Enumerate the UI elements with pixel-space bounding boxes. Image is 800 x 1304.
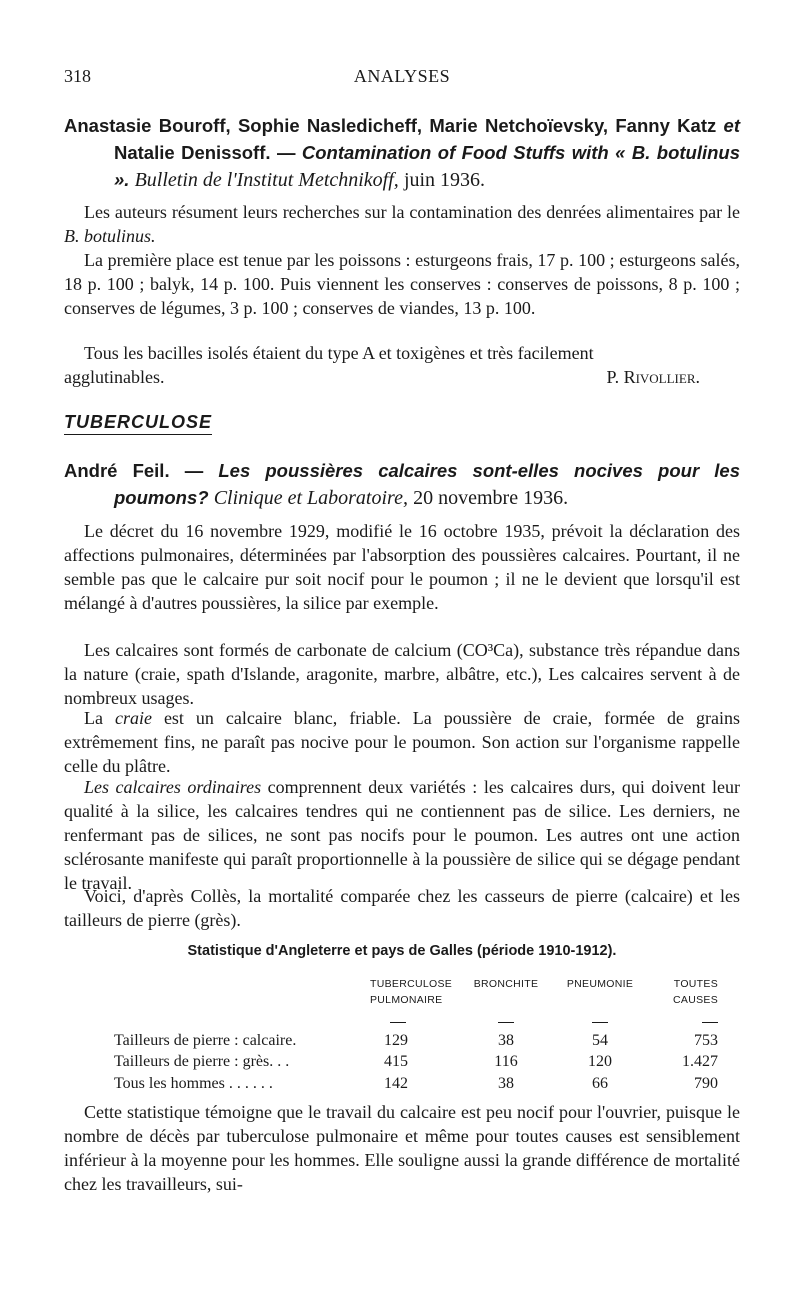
col-header-line2: PULMONAIRE bbox=[370, 994, 443, 1006]
cell-toutes-causes: 790 bbox=[694, 1074, 718, 1092]
table-row bbox=[106, 1051, 726, 1073]
abstract2-p3-term: craie bbox=[114, 708, 152, 728]
cell-toutes-causes: 1.427 bbox=[682, 1053, 718, 1070]
abstract2-p4-rest: comprennent deux variétés : les calcaires durs, qui doivent leur qualité à la silice, les calcaires tendres qui ne contiennent pas de silice. Les derniers, ne renfermant pas de silices, ne sont pas nocifs pour le poumon. Les autres ont une action sclérosante manifeste qui paraît proportionnelle à la poussière de silice qui se dégage pendant le travail. bbox=[64, 777, 741, 893]
running-head bbox=[64, 66, 740, 90]
reference-bouroff bbox=[64, 112, 740, 194]
ref2-author: André Feil. bbox=[64, 460, 170, 481]
abstract2-paragraph-2: Les calcaires sont formés de carbonate de calcium (CO³Ca), substance très répandue dans la nature (craie, spath d'Islande, aragonite, marbre, albâtre, etc.), Les calcaires servent à de nombreux usages. bbox=[64, 640, 740, 708]
ref1-dash: — bbox=[276, 142, 296, 163]
col-header-toutes-causes bbox=[650, 976, 726, 1008]
running-title: ANALYSES bbox=[353, 66, 451, 86]
cell-tuberculose: 129 bbox=[384, 1031, 408, 1049]
abstract2-paragraph-3 bbox=[64, 706, 740, 778]
cell-toutes-causes: 753 bbox=[694, 1031, 718, 1049]
table-header-blank bbox=[106, 976, 362, 1008]
cell-bronchite: 116 bbox=[494, 1053, 518, 1070]
col-header-bronchite bbox=[462, 976, 550, 1008]
ref1-date: juin 1936. bbox=[403, 169, 486, 191]
signature: P. Rivollier. bbox=[606, 367, 700, 387]
section-title: TUBERCULOSE bbox=[64, 412, 212, 435]
ref1-author-last: Natalie Denissoff. bbox=[114, 142, 271, 163]
abstract2-paragraph-5: Voici, d'après Collès, la mortalité comparée chez les casseurs de pierre (calcaire) et les tailleurs de pierre (grès). bbox=[64, 886, 740, 930]
dash-cell bbox=[462, 1008, 550, 1030]
ref2-journal: Clinique et Laboratoire, bbox=[213, 487, 408, 509]
table-row bbox=[106, 1030, 726, 1052]
table-row bbox=[106, 1073, 726, 1095]
ref1-et: et bbox=[723, 115, 740, 136]
table-title: Statistique d'Angleterre et pays de Galles (période 1910-1912). bbox=[187, 943, 617, 959]
cell-pneumonie: 66 bbox=[592, 1074, 608, 1092]
abstract1-p1-text: Les auteurs résument leurs recherches sur la contamination des denrées alimentaires par le bbox=[84, 202, 740, 222]
ref2-date: 20 novembre 1936. bbox=[413, 487, 569, 509]
mortality-table bbox=[106, 976, 726, 1094]
col-header-pneumonie bbox=[550, 976, 650, 1008]
cell-pneumonie: 120 bbox=[588, 1053, 612, 1070]
dash-cell bbox=[362, 1008, 462, 1030]
dash-mark bbox=[390, 1022, 406, 1023]
ref2-title: Les poussières calcaires sont-elles nocives pour les poumons? bbox=[114, 460, 741, 508]
page-number: 318 bbox=[64, 66, 91, 86]
reference-feil bbox=[64, 457, 740, 512]
dash-mark bbox=[592, 1022, 608, 1023]
row-label: Tous les hommes . . . . . . bbox=[114, 1074, 273, 1092]
ref1-journal: Bulletin de l'Institut Metchnikoff, bbox=[134, 169, 399, 191]
abstract2-paragraph-6: Cette statistique témoigne que le travail du calcaire est peu nocif pour l'ouvrier, puisque le nombre de décès par tuberculose pulmonaire et même pour toutes causes est sensiblement inférieur à la moyenne pour les hommes. Elle souligne aussi la grande différence de mortalité chez les travailleurs, sui- bbox=[64, 1102, 740, 1194]
cell-tuberculose: 415 bbox=[384, 1053, 408, 1070]
col-header-line1: BRONCHITE bbox=[473, 978, 539, 990]
cell-tuberculose: 142 bbox=[384, 1074, 408, 1092]
col-header-line1: TOUTES bbox=[673, 978, 718, 990]
abstract2-p4-term: Les calcaires ordinaires bbox=[84, 777, 262, 797]
dash-mark bbox=[498, 1022, 514, 1023]
abstract1-paragraph-2: La première place est tenue par les poissons : esturgeons frais, 17 p. 100 ; esturgeons salés, 18 p. 100 ; balyk, 14 p. 100. Puis viennent les conserves : conserves de poissons, 8 p. 100 ; conserves de légumes, 3 p. 100 ; conserves de viandes, 13 p. 100. bbox=[64, 250, 740, 318]
row-label: Tailleurs de pierre : grès. . . bbox=[114, 1053, 290, 1070]
abstract2-p3-prefix: La bbox=[84, 708, 103, 728]
col-header-tuberculose bbox=[362, 976, 462, 1008]
dash-cell-blank bbox=[106, 1008, 362, 1030]
abstract1-p3-line2 bbox=[64, 365, 740, 389]
dash-cell bbox=[550, 1008, 650, 1030]
abstract1-paragraph-3 bbox=[64, 341, 740, 389]
table-header-row bbox=[106, 976, 726, 1008]
col-header-line1: TUBERCULOSE bbox=[370, 978, 453, 990]
dash-cell bbox=[650, 1008, 726, 1030]
col-header-line1: PNEUMONIE bbox=[566, 978, 634, 990]
ref2-dash: — bbox=[184, 460, 204, 481]
abstract2-p3-rest: est un calcaire blanc, friable. La poussière de craie, formée de grains extrêmement fins, ne paraît pas nocive pour le poumon. Son action sur l'organisme rappelle celle du plâtre. bbox=[64, 708, 740, 776]
abstract1-p3-line1: Tous les bacilles isolés étaient du type A et toxigènes et très facilement bbox=[84, 343, 594, 363]
abstract2-paragraph-1: Le décret du 16 novembre 1929, modifié le 16 octobre 1935, prévoit la déclaration des affections pulmonaires, déterminées par l'absorption des poussières calcaires. Pourtant, il ne semble pas que le calcaire pur soit nocif pour le poumon ; il ne le devient que lorsqu'il est mélangé à d'autres poussières, la silice par exemple. bbox=[64, 521, 740, 613]
cell-pneumonie: 54 bbox=[592, 1031, 608, 1049]
cell-bronchite: 38 bbox=[498, 1074, 514, 1092]
table-dash-row bbox=[106, 1008, 726, 1030]
dash-mark bbox=[702, 1022, 718, 1023]
ref1-title: Contamination of Food Stuffs with « B. botulinus ». bbox=[114, 142, 740, 190]
abstract1-p3-end: agglutinables. bbox=[64, 367, 165, 387]
abstract1-paragraph-1 bbox=[64, 200, 740, 248]
col-header-line2: CAUSES bbox=[673, 994, 718, 1006]
ref1-authors: Anastasie Bouroff, Sophie Nasledicheff, Marie Netchoïevsky, Fanny Katz bbox=[64, 115, 717, 136]
cell-bronchite: 38 bbox=[498, 1031, 514, 1049]
row-label: Tailleurs de pierre : calcaire. bbox=[114, 1031, 297, 1049]
abstract1-p1-term: B. botulinus. bbox=[64, 226, 156, 246]
abstract2-paragraph-4 bbox=[64, 775, 740, 895]
